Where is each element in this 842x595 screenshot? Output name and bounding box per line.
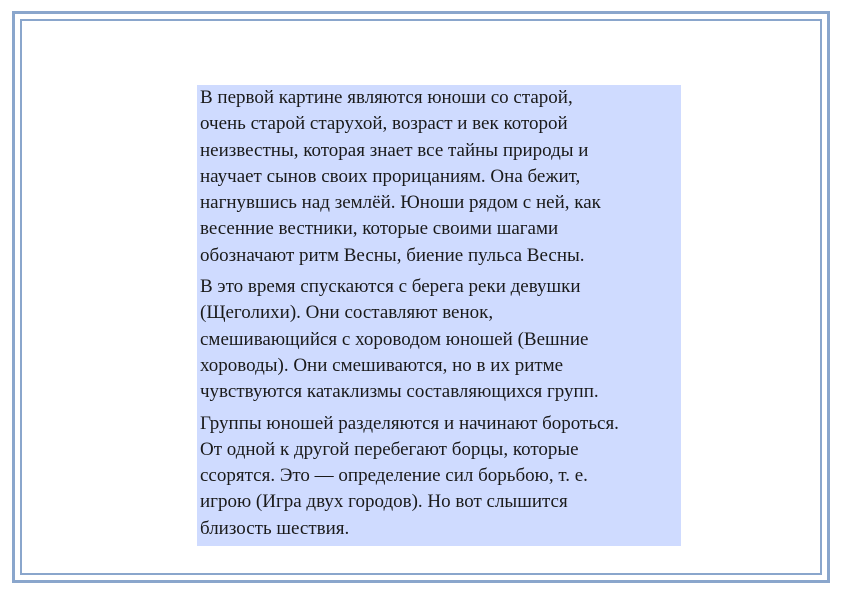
- paragraph-2: В это время спускаются с берега реки девушки (Щеголихи). Они составляют венок, смешивающийся с хороводом юношей (Вешние хороводы). Они смешиваются, но в их ритме чувствуются катаклизмы составляющихся групп.: [200, 276, 599, 403]
- paragraph-3: Группы юношей разделяются и начинают бороться. От одной к другой перебегают борцы, которые ссорятся. Это — определение сил борьбою, т. е. игрою (Игра двух городов). Но вот слышится близость шествия.: [200, 412, 619, 539]
- paragraph-1: В первой картине являются юноши со старой, очень старой старухой, возраст и век которой неизвестны, которая знает все тайны природы и научает сынов своих прорицаниям. Она бежит, нагнувшись над землёй. Юноши рядом с ней, как весенние вестники, которые своими шагами обозначают ритм Весны, биение пульса Весны.: [200, 87, 601, 266]
- text-box: [197, 85, 681, 546]
